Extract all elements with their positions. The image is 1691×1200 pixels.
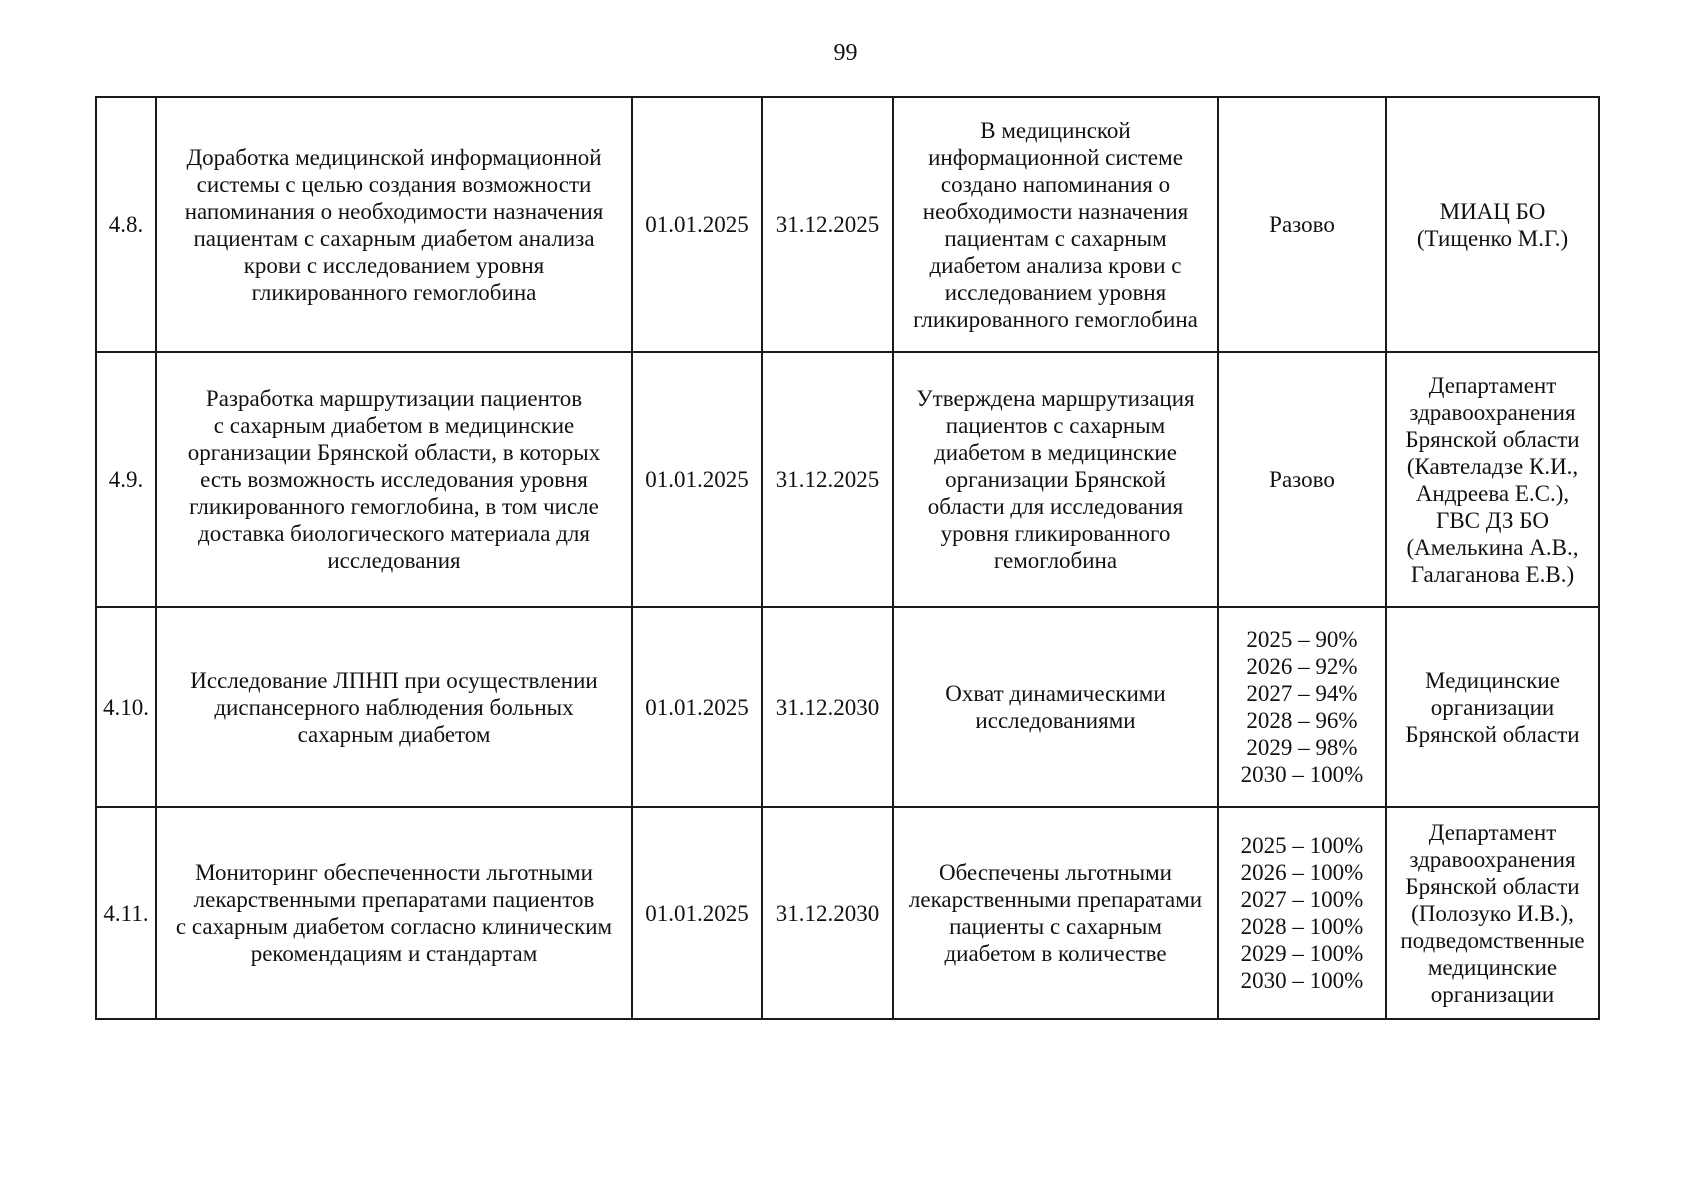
start-date-cell: 01.01.2025	[632, 97, 762, 352]
activity-cell	[156, 607, 632, 807]
activity-line: есть возможность исследования уровня	[200, 467, 588, 492]
activity-line: Мониторинг обеспеченности льготными	[195, 860, 593, 885]
indicator-line: 2027 – 94%	[1246, 681, 1358, 706]
expected-result-cell	[893, 607, 1218, 807]
expected-result-line: области для исследования	[927, 494, 1184, 519]
indicator-line: 2030 – 100%	[1240, 762, 1364, 787]
expected-result-line: пациентов с сахарным	[945, 413, 1166, 438]
activity-line: рекомендациям и стандартам	[250, 941, 538, 966]
activity-line: системы с целью создания возможности	[196, 171, 592, 197]
expected-result-cell	[893, 352, 1218, 607]
indicator-line: 2029 – 100%	[1240, 941, 1364, 966]
activity-cell	[156, 97, 632, 352]
activity-line: Разработка маршрутизации пациентов	[205, 386, 583, 411]
indicator-cell	[1218, 807, 1386, 1019]
start-date-cell: 01.01.2025	[632, 607, 762, 807]
indicator-line: Разово	[1269, 467, 1335, 492]
item-number-cell: 4.10.	[96, 607, 156, 807]
responsible-line: Андреева Е.С.),	[1415, 480, 1570, 506]
expected-result-line: В медицинской	[980, 117, 1131, 143]
activity-line: Исследование ЛПНП при осуществлении	[190, 667, 598, 693]
responsible-line: (Полозуко И.В.),	[1411, 900, 1574, 926]
indicator-line: 2025 – 100%	[1240, 833, 1364, 858]
responsible-line: медицинские	[1427, 954, 1558, 980]
indicator-line: 2028 – 100%	[1240, 914, 1364, 939]
responsible-line: Брянской области	[1405, 721, 1580, 747]
activity-line: организации Брянской области, в которых	[187, 440, 601, 465]
expected-result-line: Охват динамическими	[945, 681, 1166, 706]
indicator-line: 2026 – 100%	[1240, 860, 1364, 885]
expected-result-line: диабетом в количестве	[944, 941, 1167, 966]
responsible-line: Медицинские	[1425, 667, 1560, 693]
activity-line: пациентам с сахарным диабетом анализа	[193, 225, 595, 251]
responsible-line: здравоохранения	[1409, 399, 1576, 425]
activity-line: сахарным диабетом	[297, 721, 491, 747]
item-number-cell: 4.9.	[96, 352, 156, 607]
plan-table-body	[96, 97, 1599, 1019]
table-row	[96, 97, 1599, 352]
activity-line: исследования	[327, 548, 461, 573]
responsible-line: организации	[1430, 694, 1555, 720]
indicator-line: 2030 – 100%	[1240, 968, 1364, 993]
expected-result-cell	[893, 807, 1218, 1019]
table-row	[96, 352, 1599, 607]
expected-result-line: организации Брянской	[945, 467, 1166, 492]
indicator-line: 2029 – 98%	[1246, 735, 1358, 760]
expected-result-line: исследованиями	[975, 708, 1136, 733]
item-number-cell: 4.11.	[96, 807, 156, 1019]
activity-line: гликированного гемоглобина	[251, 279, 537, 305]
activity-cell	[156, 352, 632, 607]
table-row	[96, 607, 1599, 807]
responsible-line: организации	[1430, 981, 1555, 1007]
expected-result-line: диабетом в медицинские	[934, 440, 1177, 465]
activity-line: диспансерного наблюдения больных	[214, 694, 574, 720]
responsible-line: (Кавтеладзе К.И.,	[1406, 453, 1579, 479]
expected-result-line: уровня гликированного	[940, 521, 1171, 546]
indicator-cell	[1218, 352, 1386, 607]
responsible-cell	[1386, 352, 1599, 607]
responsible-line: МИАЦ БО	[1439, 198, 1546, 224]
activity-line: Доработка медицинской информационной	[186, 144, 602, 170]
responsible-line: (Амелькина А.В.,	[1406, 534, 1579, 560]
activity-line: с сахарным диабетом в медицинские	[213, 413, 575, 438]
responsible-line: (Тищенко М.Г.)	[1416, 225, 1569, 251]
responsible-line: Брянской области	[1405, 426, 1580, 452]
expected-result-line: создано напоминания о	[940, 171, 1171, 197]
expected-result-line: гемоглобина	[993, 548, 1118, 573]
activity-cell	[156, 807, 632, 1019]
page-number: 99	[833, 40, 858, 66]
expected-result-line: информационной системе	[928, 144, 1183, 170]
end-date-cell: 31.12.2025	[762, 352, 893, 607]
end-date-cell: 31.12.2030	[762, 607, 893, 807]
table-row	[96, 807, 1599, 1019]
end-date-cell: 31.12.2030	[762, 807, 893, 1019]
expected-result-cell	[893, 97, 1218, 352]
indicator-line: 2028 – 96%	[1246, 708, 1358, 733]
activity-line: с сахарным диабетом согласно клиническим	[175, 914, 613, 939]
responsible-cell	[1386, 807, 1599, 1019]
expected-result-line: Утверждена маршрутизация	[916, 386, 1195, 411]
expected-result-line: пациенты с сахарным	[949, 914, 1162, 939]
expected-result-line: гликированного гемоглобина	[913, 306, 1198, 332]
activity-line: крови с исследованием уровня	[243, 252, 545, 278]
indicator-line: 2026 – 92%	[1246, 654, 1358, 679]
responsible-line: подведомственные	[1400, 927, 1585, 953]
activity-line: лекарственными препаратами пациентов	[193, 887, 595, 912]
expected-result-line: лекарственными препаратами	[908, 887, 1203, 912]
item-number-cell: 4.8.	[96, 97, 156, 352]
indicator-cell	[1218, 97, 1386, 352]
expected-result-line: необходимости назначения	[922, 198, 1189, 224]
responsible-line: здравоохранения	[1409, 846, 1576, 872]
responsible-cell	[1386, 607, 1599, 807]
expected-result-line: пациентам с сахарным	[944, 225, 1167, 251]
activity-line: гликированного гемоглобина, в том числе	[189, 494, 599, 519]
start-date-cell: 01.01.2025	[632, 352, 762, 607]
indicator-cell	[1218, 607, 1386, 807]
plan-table	[95, 96, 1600, 1020]
start-date-cell: 01.01.2025	[632, 807, 762, 1019]
activity-line: доставка биологического материала для	[198, 521, 590, 546]
responsible-line: ГВС ДЗ БО	[1436, 507, 1549, 533]
activity-line: напоминания о необходимости назначения	[184, 198, 604, 224]
indicator-line: 2025 – 90%	[1246, 627, 1358, 652]
responsible-line: Галаганова Е.В.)	[1410, 561, 1575, 587]
indicator-line: Разово	[1269, 212, 1335, 237]
end-date-cell: 31.12.2025	[762, 97, 893, 352]
responsible-line: Брянской области	[1405, 873, 1580, 899]
indicator-line: 2027 – 100%	[1240, 887, 1364, 912]
expected-result-line: Обеспечены льготными	[939, 860, 1172, 885]
responsible-cell	[1386, 97, 1599, 352]
responsible-line: Департамент	[1428, 372, 1557, 398]
expected-result-line: исследованием уровня	[944, 279, 1167, 305]
responsible-line: Департамент	[1428, 819, 1557, 845]
expected-result-line: диабетом анализа крови с	[929, 252, 1182, 278]
